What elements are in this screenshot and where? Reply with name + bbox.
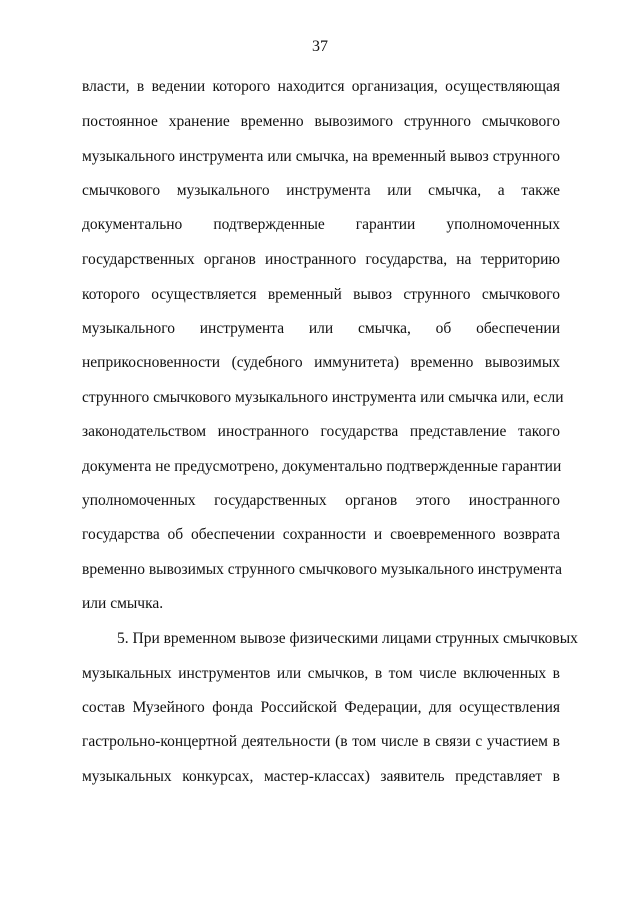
- text-line: постоянное хранение временно вывозимого струнного смычкового: [82, 113, 560, 130]
- text-line: смычкового музыкального инструмента или смычка, а также: [82, 182, 560, 199]
- text-line: которого осуществляется временный вывоз струнного смычкового: [82, 286, 560, 303]
- text-line: государства об обеспечении сохранности и своевременного возврата: [82, 526, 560, 543]
- page-number: 37: [312, 38, 328, 55]
- text-line: государственных органов иностранного государства, на территорию: [82, 251, 560, 268]
- text-line: музыкальных конкурсах, мастер-классах) заявитель представляет в: [82, 768, 560, 785]
- text-line: законодательством иностранного государства представление такого: [82, 423, 560, 440]
- text-line: или смычка.: [82, 595, 164, 612]
- text-line: гастрольно-концертной деятельности (в том числе в связи с участием в: [82, 733, 560, 750]
- text-line: 5. При временном вывозе физическими лицами струнных смычковых: [117, 630, 578, 647]
- text-line: музыкального инструмента или смычка, на временный вывоз струнного: [82, 148, 560, 165]
- text-line: музыкального инструмента или смычка, об обеспечении: [82, 320, 560, 337]
- text-line: документально подтвержденные гарантии уполномоченных: [82, 216, 560, 233]
- text-line: документа не предусмотрено, документально подтвержденные гарантии: [82, 458, 562, 475]
- text-line: власти, в ведении которого находится организация, осуществляющая: [82, 78, 560, 95]
- text-line: неприкосновенности (судебного иммунитета) временно вывозимых: [82, 354, 560, 371]
- text-line: уполномоченных государственных органов этого иностранного: [82, 492, 560, 509]
- text-line: струнного смычкового музыкального инструмента или смычка или, если: [82, 389, 564, 406]
- text-line: временно вывозимых струнного смычкового музыкального инструмента: [82, 561, 563, 578]
- text-line: состав Музейного фонда Российской Федерации, для осуществления: [82, 699, 560, 716]
- text-line: музыкальных инструментов или смычков, в том числе включенных в: [82, 665, 560, 682]
